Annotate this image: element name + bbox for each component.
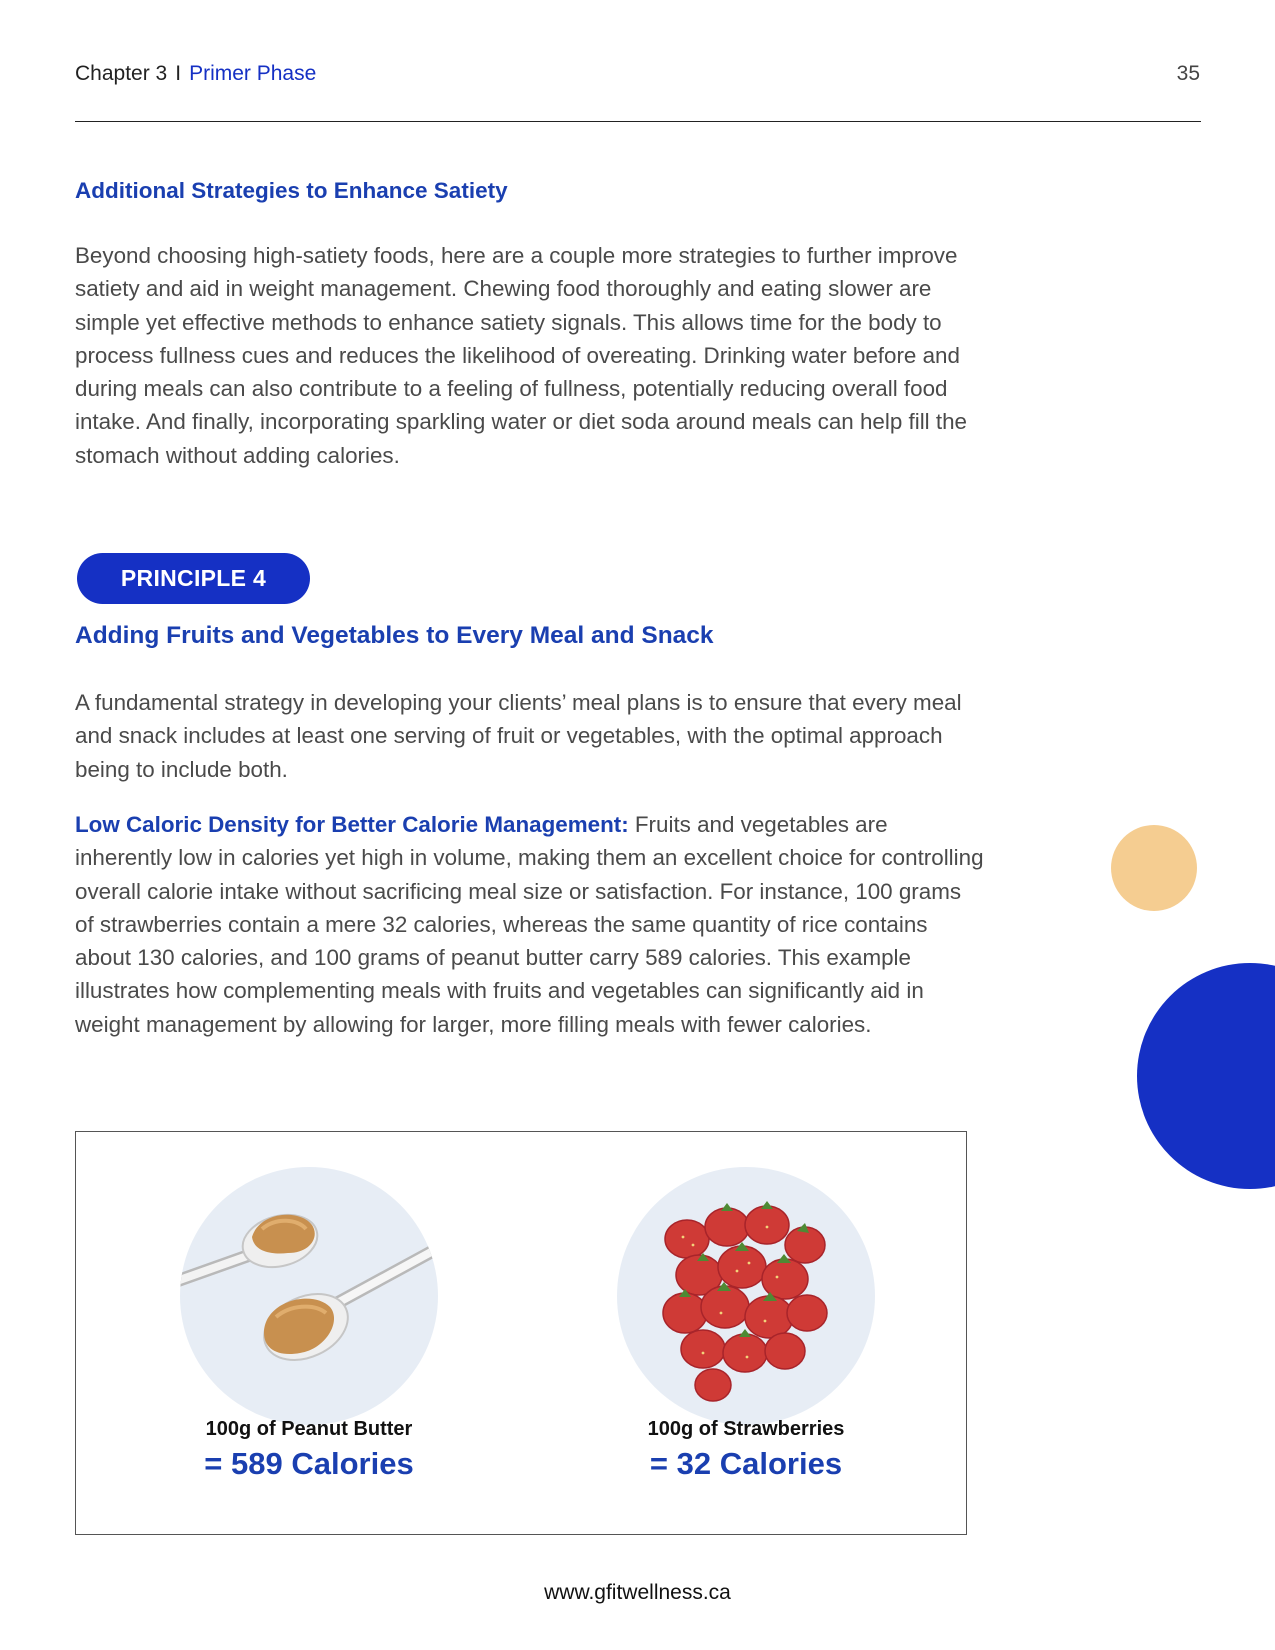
principle-heading: Adding Fruits and Vegetables to Every Meal and Snack xyxy=(75,622,714,649)
satiety-paragraph: Beyond choosing high-satiety foods, here are a couple more strategies to further improve satiety and aid in weight management. Chewing food thoroughly and eating slower are simple yet effective methods to enhance satiety signals. This allows time for the body to process fullness cues and reduces the likelihood of overeating. Drinking water before and during meals can also contribute to a feeling of fullness, potentially reducing overall food intake. And finally, incorporating sparkling water or diet soda around meals can help fill the stomach without adding calories. xyxy=(75,243,967,468)
calorie-comparison-box xyxy=(75,1131,967,1535)
density-body: Fruits and vegetables are inherently low in calories yet high in volume, making them an excellent choice for controlling overall calorie intake without sacrificing meal size or satisfaction. For instance, 100 grams of strawberries contain a mere 32 calories, whereas the same quantity of rice contains about 130 calories, and 100 grams of peanut butter carry 589 calories. This example illustrates how complementing meals with fruits and vegetables can significantly aid in weight management by allowing for larger, more filling meals with fewer calories. xyxy=(75,812,984,1037)
satiety-heading: Additional Strategies to Enhance Satiety xyxy=(75,178,508,203)
page-number: 35 xyxy=(1176,62,1200,85)
peanut-butter-label: 100g of Peanut Butter xyxy=(205,1418,413,1440)
peanut-butter-image xyxy=(180,1167,438,1425)
strawberries-calories: = 32 Calories xyxy=(649,1446,843,1481)
density-paragraph xyxy=(75,808,985,1041)
header-separator: I xyxy=(175,62,182,85)
header-divider xyxy=(75,121,1201,122)
running-header xyxy=(75,62,316,86)
strawberries-image xyxy=(617,1167,875,1425)
chapter-label: Chapter 3 xyxy=(75,62,168,85)
strawberries-illustration xyxy=(617,1167,875,1425)
peanut-butter-calories: = 589 Calories xyxy=(204,1446,414,1481)
decorative-orange-circle xyxy=(1111,825,1197,911)
peanut-butter-spoons-illustration xyxy=(180,1167,438,1425)
principle-intro: A fundamental strategy in developing your clients’ meal plans is to ensure that every meal and snack includes at least one serving of fruit or vegetables, with the optimal approach being to include both. xyxy=(75,690,962,782)
density-lead: Low Caloric Density for Better Calorie Management: xyxy=(75,812,629,837)
decorative-blue-circle xyxy=(1137,963,1275,1189)
section-label: Primer Phase xyxy=(189,62,317,85)
footer-url: www.gfitwellness.ca xyxy=(544,1581,731,1604)
strawberries-label: 100g of Strawberries xyxy=(647,1418,845,1440)
principle-badge: PRINCIPLE 4 xyxy=(77,553,310,604)
